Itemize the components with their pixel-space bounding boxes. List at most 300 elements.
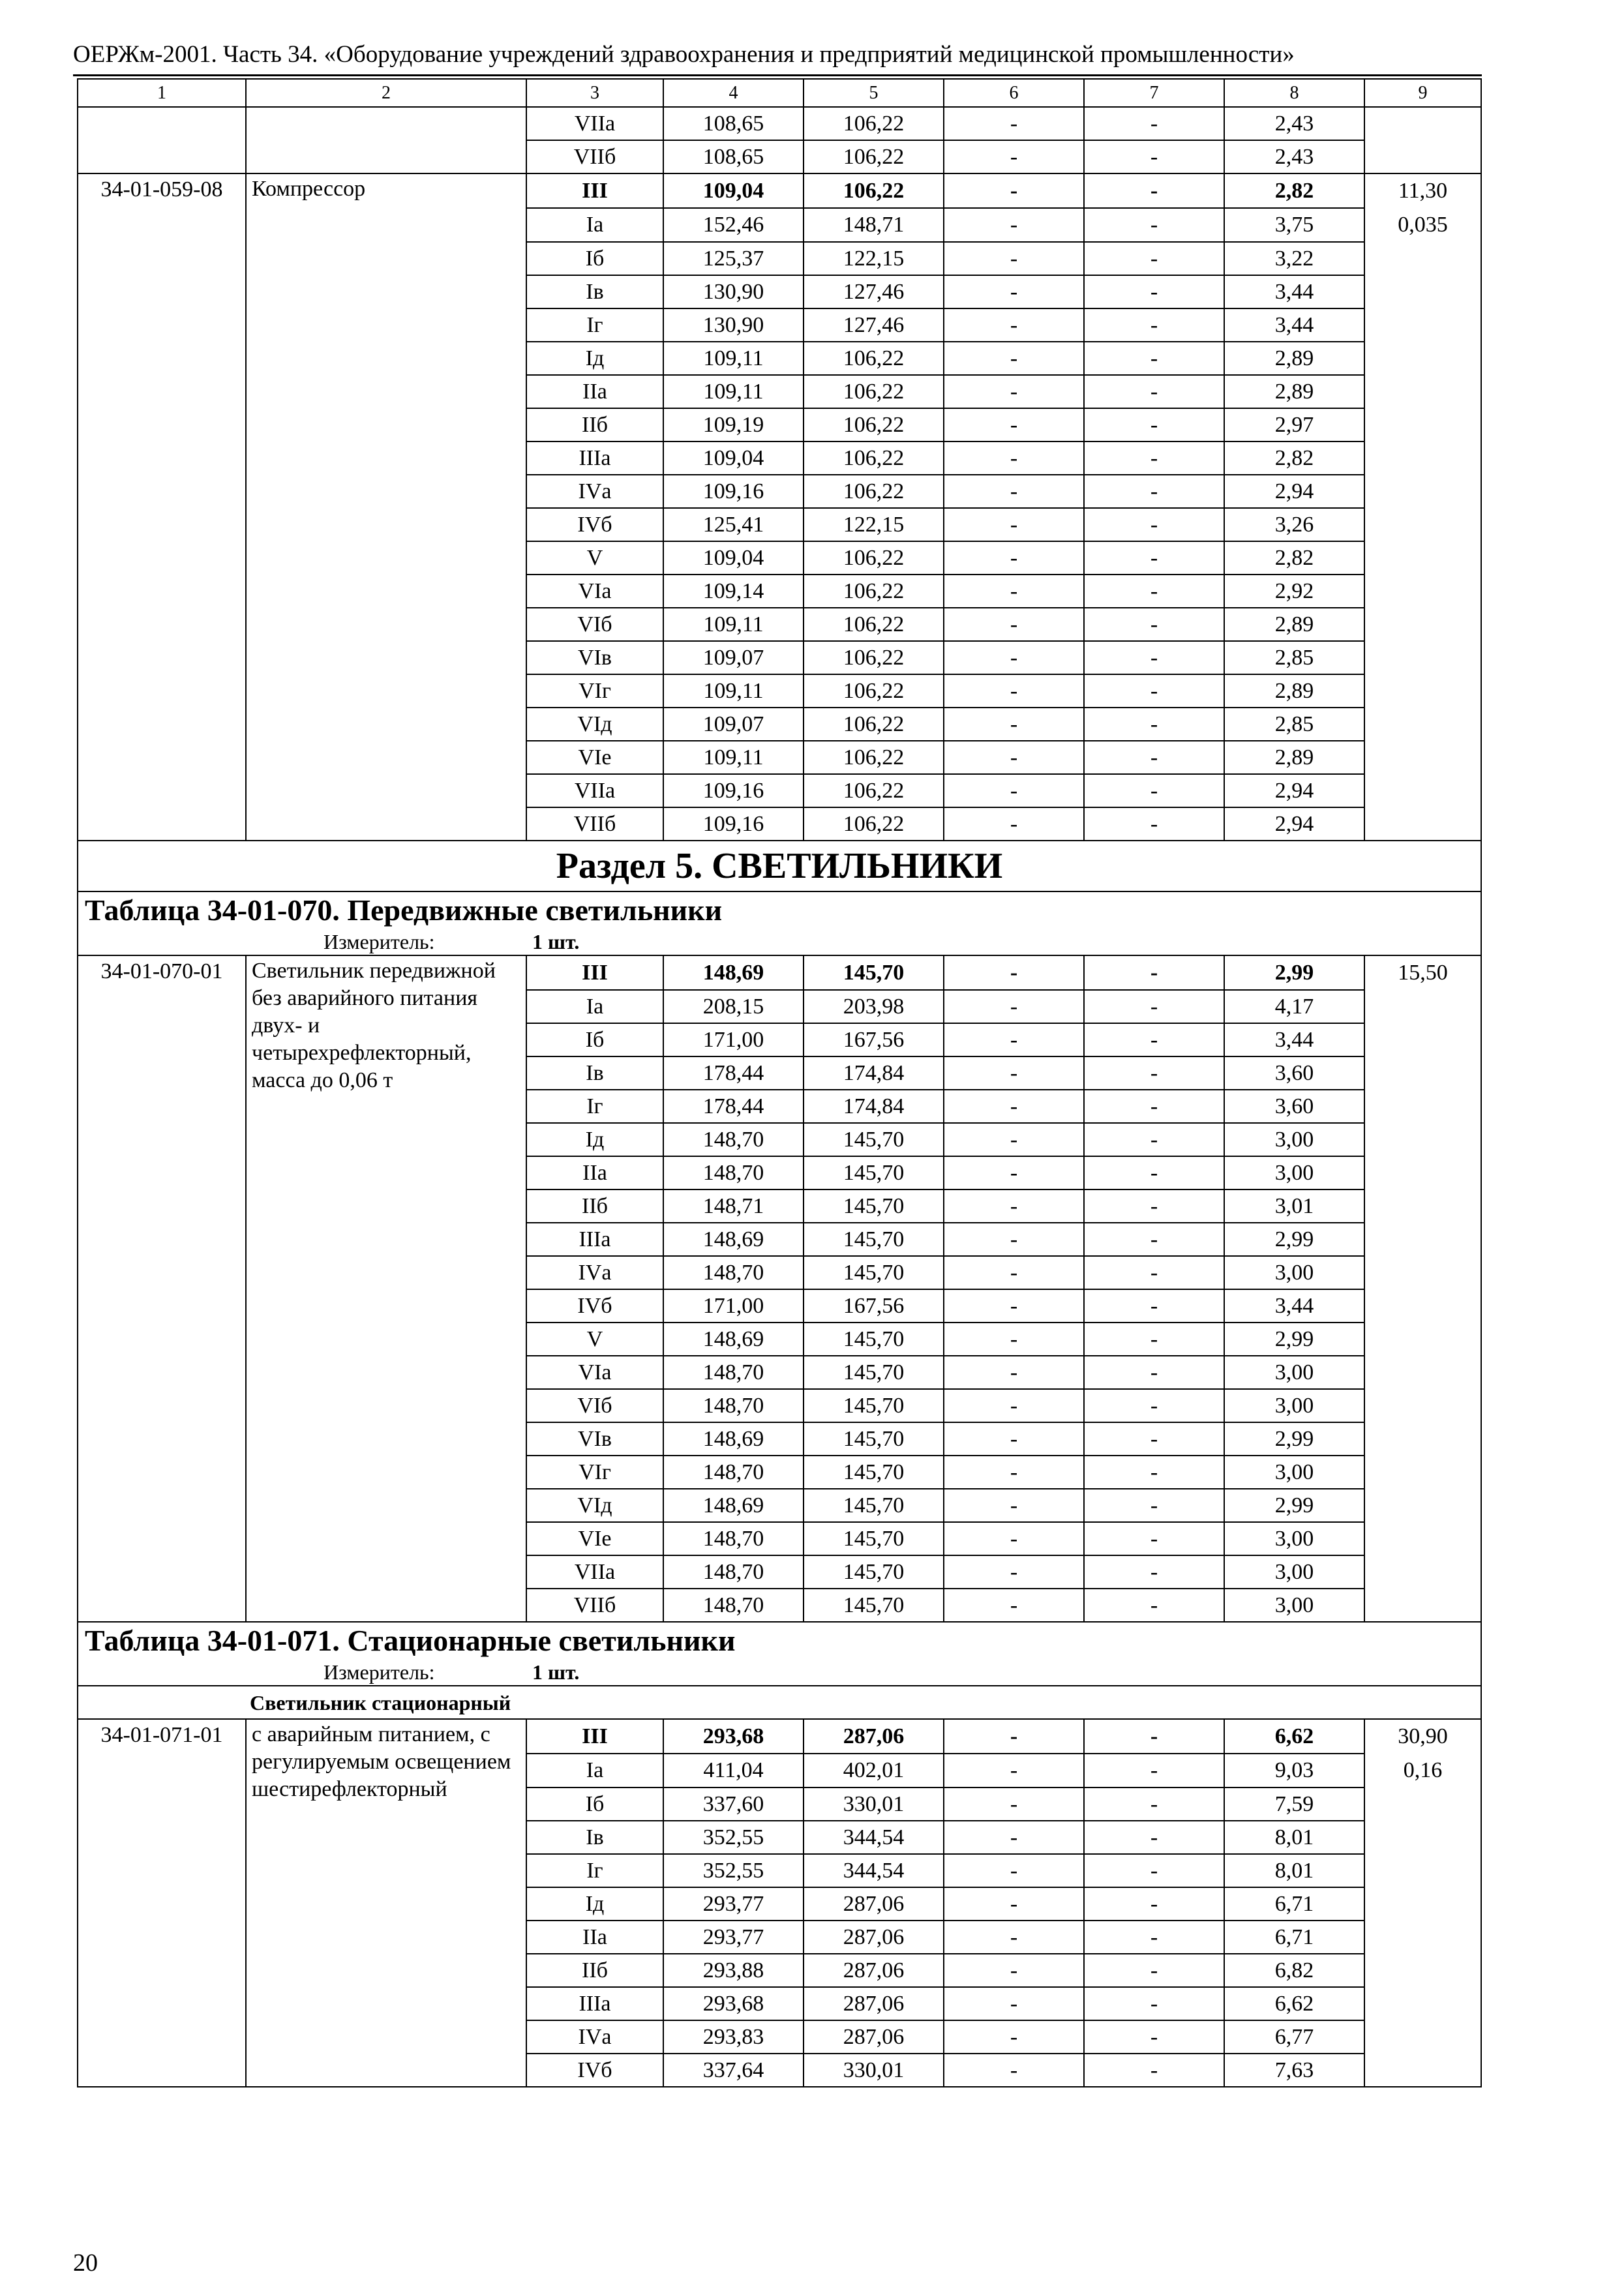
table-cell: 2,82 bbox=[1224, 541, 1364, 575]
table-cell: - bbox=[1084, 475, 1224, 508]
table-cell: IIб bbox=[526, 408, 663, 441]
table-cell: 109,04 bbox=[663, 441, 804, 475]
column-number-row bbox=[78, 79, 1481, 107]
table-cell: VIIб bbox=[526, 140, 663, 173]
table-cell: 2,89 bbox=[1224, 741, 1364, 774]
column-9-cell bbox=[1364, 1854, 1481, 1887]
table-cell: - bbox=[944, 541, 1084, 575]
table-cell: 2,89 bbox=[1224, 608, 1364, 641]
table-cell: - bbox=[944, 408, 1084, 441]
section-row bbox=[78, 841, 1481, 891]
table-cell: 174,84 bbox=[804, 1090, 944, 1123]
table-cell: 109,07 bbox=[663, 708, 804, 741]
table-cell: - bbox=[1084, 1356, 1224, 1389]
table-cell: 106,22 bbox=[804, 408, 944, 441]
table-cell: - bbox=[1084, 1754, 1224, 1788]
table-cell: - bbox=[1084, 173, 1224, 208]
table-cell: 3,44 bbox=[1224, 275, 1364, 308]
table-cell: 3,01 bbox=[1224, 1189, 1364, 1223]
table-cell: - bbox=[1084, 508, 1224, 541]
table-cell: 287,06 bbox=[804, 1887, 944, 1921]
table-cell: - bbox=[1084, 1256, 1224, 1289]
table-cell: VIб bbox=[526, 1389, 663, 1422]
table-cell: - bbox=[1084, 1456, 1224, 1489]
column-9-cell bbox=[1364, 807, 1481, 841]
table-cell: - bbox=[1084, 441, 1224, 475]
table-cell: 109,16 bbox=[663, 774, 804, 807]
table-cell: 108,65 bbox=[663, 140, 804, 173]
table-cell: 109,11 bbox=[663, 375, 804, 408]
measure-label: Измеритель: bbox=[323, 930, 435, 953]
column-9-cell bbox=[1364, 1921, 1481, 1954]
table-cell: - bbox=[944, 242, 1084, 275]
table-cell: - bbox=[1084, 1854, 1224, 1887]
table-cell: - bbox=[1084, 641, 1224, 674]
table-title-row bbox=[78, 1622, 1481, 1659]
table-cell: 2,99 bbox=[1224, 1489, 1364, 1522]
table-cell: - bbox=[1084, 1719, 1224, 1754]
table-title: Таблица 34-01-071. Стационарные светильники bbox=[78, 1622, 1481, 1659]
column-9-cell bbox=[1364, 1323, 1481, 1356]
section-title: Раздел 5. СВЕТИЛЬНИКИ bbox=[78, 841, 1481, 891]
table-cell: 3,22 bbox=[1224, 242, 1364, 275]
table-cell: IVа bbox=[526, 2020, 663, 2054]
table-cell: - bbox=[1084, 990, 1224, 1023]
column-9-cell bbox=[1364, 1589, 1481, 1622]
column-9-cell bbox=[1364, 475, 1481, 508]
table-cell: - bbox=[1084, 208, 1224, 242]
table-cell: - bbox=[944, 1921, 1084, 1954]
column-9-cell bbox=[1364, 1023, 1481, 1056]
table-cell: 106,22 bbox=[804, 140, 944, 173]
table-cell: - bbox=[944, 1090, 1084, 1123]
column-9-cell bbox=[1364, 1223, 1481, 1256]
table-cell: - bbox=[944, 475, 1084, 508]
table-cell: 109,04 bbox=[663, 541, 804, 575]
table-cell: IIа bbox=[526, 1921, 663, 1954]
column-number: 9 bbox=[1364, 79, 1481, 107]
column-number: 3 bbox=[526, 79, 663, 107]
table-cell: 145,70 bbox=[804, 1256, 944, 1289]
table-row bbox=[78, 107, 1481, 140]
column-9-cell bbox=[1364, 1456, 1481, 1489]
table-cell: - bbox=[944, 641, 1084, 674]
rate-name: с аварийным питанием, с регулируемым освещением шестирефлекторный bbox=[246, 1719, 526, 2087]
table-cell: 3,00 bbox=[1224, 1555, 1364, 1589]
column-9-cell bbox=[1364, 1422, 1481, 1456]
table-cell: Iд bbox=[526, 1887, 663, 1921]
column-9-cell bbox=[1364, 708, 1481, 741]
table-cell: 106,22 bbox=[804, 674, 944, 708]
table-row bbox=[78, 955, 1481, 990]
table-cell: 293,77 bbox=[663, 1887, 804, 1921]
table-cell: 148,69 bbox=[663, 1323, 804, 1356]
table-cell: 145,70 bbox=[804, 1555, 944, 1589]
table-cell: - bbox=[1084, 275, 1224, 308]
table-cell: 4,17 bbox=[1224, 990, 1364, 1023]
table-cell: 145,70 bbox=[804, 1356, 944, 1389]
column-9-cell bbox=[1364, 408, 1481, 441]
table-cell: 145,70 bbox=[804, 1522, 944, 1555]
table-cell: Iг bbox=[526, 1090, 663, 1123]
measure-value: 1 шт. bbox=[532, 1660, 580, 1684]
table-cell: 6,77 bbox=[1224, 2020, 1364, 2054]
page-number: 20 bbox=[73, 2249, 98, 2277]
table-cell: 7,63 bbox=[1224, 2054, 1364, 2087]
rate-code: 34-01-059-08 bbox=[78, 173, 246, 841]
column-number: 4 bbox=[663, 79, 804, 107]
table-cell: Iб bbox=[526, 1788, 663, 1821]
table-cell: - bbox=[1084, 774, 1224, 807]
column-9-cell bbox=[1364, 308, 1481, 342]
header-rule bbox=[73, 74, 1482, 76]
table-cell: - bbox=[944, 2054, 1084, 2087]
table-cell: 3,26 bbox=[1224, 508, 1364, 541]
measure-line bbox=[78, 929, 1481, 955]
table-cell: 7,59 bbox=[1224, 1788, 1364, 1821]
table-cell: 3,00 bbox=[1224, 1456, 1364, 1489]
table-cell: 109,16 bbox=[663, 807, 804, 841]
table-cell: 2,43 bbox=[1224, 107, 1364, 140]
table-cell: - bbox=[944, 1389, 1084, 1422]
table-cell: 167,56 bbox=[804, 1289, 944, 1323]
table-cell: - bbox=[944, 1489, 1084, 1522]
table-cell: IVб bbox=[526, 2054, 663, 2087]
table-cell: - bbox=[944, 308, 1084, 342]
table-cell: - bbox=[1084, 375, 1224, 408]
table-cell: 8,01 bbox=[1224, 1821, 1364, 1854]
table-cell: - bbox=[1084, 1056, 1224, 1090]
table-cell: 344,54 bbox=[804, 1854, 944, 1887]
table-cell: 411,04 bbox=[663, 1754, 804, 1788]
column-9-cell bbox=[1364, 275, 1481, 308]
column-9-cell bbox=[1364, 1555, 1481, 1589]
table-cell: - bbox=[944, 1056, 1084, 1090]
table-cell: - bbox=[944, 208, 1084, 242]
table-cell: - bbox=[944, 608, 1084, 641]
table-cell: - bbox=[944, 1589, 1084, 1622]
column-9-cell bbox=[1364, 1788, 1481, 1821]
table-cell: - bbox=[1084, 1821, 1224, 1854]
column-9-cell bbox=[1364, 1522, 1481, 1555]
table-cell: - bbox=[1084, 1987, 1224, 2020]
column-9-cell bbox=[1364, 1821, 1481, 1854]
column-9-cell bbox=[1364, 674, 1481, 708]
column-9-cell bbox=[1364, 107, 1481, 140]
table-cell: - bbox=[1084, 308, 1224, 342]
table-cell: - bbox=[944, 1123, 1084, 1156]
table-cell: 106,22 bbox=[804, 708, 944, 741]
table-cell: - bbox=[1084, 1156, 1224, 1189]
table-cell: 106,22 bbox=[804, 575, 944, 608]
table-cell: 109,11 bbox=[663, 674, 804, 708]
table-cell: 2,99 bbox=[1224, 1422, 1364, 1456]
table-cell: Iг bbox=[526, 1854, 663, 1887]
column-9-cell: 0,16 bbox=[1364, 1754, 1481, 1788]
measure-row bbox=[78, 929, 1481, 955]
rates-table bbox=[77, 78, 1482, 2087]
table-cell: - bbox=[1084, 1555, 1224, 1589]
table-cell: IIIа bbox=[526, 1223, 663, 1256]
table-cell: - bbox=[944, 1256, 1084, 1289]
column-9-cell bbox=[1364, 1090, 1481, 1123]
table-cell: 109,14 bbox=[663, 575, 804, 608]
table-cell: 145,70 bbox=[804, 1223, 944, 1256]
table-cell: 108,65 bbox=[663, 107, 804, 140]
table-cell: - bbox=[944, 1456, 1084, 1489]
table-cell: 106,22 bbox=[804, 641, 944, 674]
table-cell: 106,22 bbox=[804, 807, 944, 841]
table-cell: VIе bbox=[526, 741, 663, 774]
table-cell: 2,99 bbox=[1224, 1323, 1364, 1356]
table-cell: 148,69 bbox=[663, 1489, 804, 1522]
table-cell: - bbox=[1084, 741, 1224, 774]
table-cell: 9,03 bbox=[1224, 1754, 1364, 1788]
table-cell: 2,92 bbox=[1224, 575, 1364, 608]
table-cell: V bbox=[526, 541, 663, 575]
column-9-cell bbox=[1364, 575, 1481, 608]
table-cell: VIб bbox=[526, 608, 663, 641]
table-cell: 352,55 bbox=[663, 1854, 804, 1887]
table-cell: 6,71 bbox=[1224, 1887, 1364, 1921]
table-cell: 106,22 bbox=[804, 608, 944, 641]
column-9-cell bbox=[1364, 508, 1481, 541]
table-cell: - bbox=[944, 1356, 1084, 1389]
table-cell: 2,99 bbox=[1224, 1223, 1364, 1256]
table-cell: 152,46 bbox=[663, 208, 804, 242]
column-9-cell bbox=[1364, 1389, 1481, 1422]
measure-row bbox=[78, 1659, 1481, 1686]
subtitle-row bbox=[78, 1686, 1481, 1719]
table-cell: VIIа bbox=[526, 1555, 663, 1589]
table-cell: 287,06 bbox=[804, 1921, 944, 1954]
table-cell: 293,77 bbox=[663, 1921, 804, 1954]
table-cell: 178,44 bbox=[663, 1056, 804, 1090]
group-subtitle: Светильник стационарный bbox=[246, 1686, 1481, 1719]
column-9-cell bbox=[1364, 541, 1481, 575]
table-cell: 2,94 bbox=[1224, 475, 1364, 508]
table-cell: 148,70 bbox=[663, 1522, 804, 1555]
column-number: 6 bbox=[944, 79, 1084, 107]
table-cell: - bbox=[1084, 1589, 1224, 1622]
measure-line bbox=[78, 1659, 1481, 1686]
table-cell: - bbox=[1084, 1323, 1224, 1356]
table-cell: 2,89 bbox=[1224, 375, 1364, 408]
table-cell: - bbox=[1084, 1123, 1224, 1156]
table-cell: 330,01 bbox=[804, 1788, 944, 1821]
table-cell: 125,41 bbox=[663, 508, 804, 541]
table-cell: 293,83 bbox=[663, 2020, 804, 2054]
table-cell: 2,94 bbox=[1224, 774, 1364, 807]
column-9-cell bbox=[1364, 608, 1481, 641]
table-cell: 106,22 bbox=[804, 774, 944, 807]
table-cell: 3,44 bbox=[1224, 308, 1364, 342]
column-9-cell bbox=[1364, 1887, 1481, 1921]
table-cell: IIб bbox=[526, 1189, 663, 1223]
table-cell: Iа bbox=[526, 208, 663, 242]
table-cell: 122,15 bbox=[804, 508, 944, 541]
table-cell: 106,22 bbox=[804, 173, 944, 208]
table-cell: 145,70 bbox=[804, 1489, 944, 1522]
column-9-cell bbox=[1364, 441, 1481, 475]
table-cell: 352,55 bbox=[663, 1821, 804, 1854]
table-cell: 6,62 bbox=[1224, 1719, 1364, 1754]
table-cell: 145,70 bbox=[804, 1456, 944, 1489]
table-cell: - bbox=[1084, 1921, 1224, 1954]
table-cell: 148,69 bbox=[663, 1422, 804, 1456]
table-cell: 6,71 bbox=[1224, 1921, 1364, 1954]
table-cell: - bbox=[944, 1289, 1084, 1323]
table-cell: 287,06 bbox=[804, 2020, 944, 2054]
table-cell: IIа bbox=[526, 375, 663, 408]
table-cell: - bbox=[1084, 1954, 1224, 1987]
table-cell: VIв bbox=[526, 641, 663, 674]
rate-code: 34-01-071-01 bbox=[78, 1719, 246, 2087]
table-cell: - bbox=[944, 1987, 1084, 2020]
table-cell: 293,68 bbox=[663, 1987, 804, 2020]
table-cell: - bbox=[1084, 107, 1224, 140]
table-cell: - bbox=[1084, 1223, 1224, 1256]
column-9-cell bbox=[1364, 375, 1481, 408]
table-cell: 109,11 bbox=[663, 608, 804, 641]
table-cell: VIа bbox=[526, 1356, 663, 1389]
table-cell: 287,06 bbox=[804, 1719, 944, 1754]
table-cell: - bbox=[1084, 1422, 1224, 1456]
table-cell: V bbox=[526, 1323, 663, 1356]
table-row bbox=[78, 1719, 1481, 1754]
table-cell: 148,70 bbox=[663, 1356, 804, 1389]
table-cell: 106,22 bbox=[804, 741, 944, 774]
column-9-cell bbox=[1364, 1189, 1481, 1223]
table-cell: 287,06 bbox=[804, 1987, 944, 2020]
column-9-cell bbox=[1364, 242, 1481, 275]
table-cell: IVа bbox=[526, 1256, 663, 1289]
table-cell: - bbox=[1084, 242, 1224, 275]
table-cell: - bbox=[944, 1719, 1084, 1754]
table-cell: 3,44 bbox=[1224, 1289, 1364, 1323]
table-cell: - bbox=[944, 1323, 1084, 1356]
blank-cell bbox=[78, 1686, 246, 1719]
column-9-cell bbox=[1364, 2020, 1481, 2054]
table-cell: 2,99 bbox=[1224, 955, 1364, 990]
table-cell: IIа bbox=[526, 1156, 663, 1189]
table-cell: - bbox=[944, 1887, 1084, 1921]
table-cell: 2,89 bbox=[1224, 342, 1364, 375]
table-cell: VIIа bbox=[526, 774, 663, 807]
table-cell: 148,71 bbox=[663, 1189, 804, 1223]
table-cell: 106,22 bbox=[804, 441, 944, 475]
table-cell: 3,44 bbox=[1224, 1023, 1364, 1056]
column-9-cell: 11,30 bbox=[1364, 173, 1481, 208]
table-cell: 109,11 bbox=[663, 342, 804, 375]
column-9-cell bbox=[1364, 1156, 1481, 1189]
table-cell: 145,70 bbox=[804, 1156, 944, 1189]
table-cell: - bbox=[1084, 708, 1224, 741]
table-cell: 145,70 bbox=[804, 1189, 944, 1223]
table-cell: III bbox=[526, 173, 663, 208]
table-cell: VIе bbox=[526, 1522, 663, 1555]
table-cell: 148,70 bbox=[663, 1555, 804, 1589]
table-cell: - bbox=[1084, 541, 1224, 575]
table-cell: - bbox=[1084, 2054, 1224, 2087]
column-9-cell bbox=[1364, 774, 1481, 807]
table-cell: VIд bbox=[526, 708, 663, 741]
table-cell: VIд bbox=[526, 1489, 663, 1522]
table-cell: - bbox=[944, 1422, 1084, 1456]
table-cell: 109,07 bbox=[663, 641, 804, 674]
table-cell: - bbox=[944, 708, 1084, 741]
table-cell: - bbox=[944, 674, 1084, 708]
table-cell: - bbox=[1084, 575, 1224, 608]
table-cell: 122,15 bbox=[804, 242, 944, 275]
table-cell: - bbox=[1084, 1189, 1224, 1223]
table-title-row bbox=[78, 891, 1481, 929]
table-cell: 145,70 bbox=[804, 1123, 944, 1156]
table-cell: 171,00 bbox=[663, 1289, 804, 1323]
table-cell: - bbox=[1084, 608, 1224, 641]
table-cell: 145,70 bbox=[804, 955, 944, 990]
table-cell: - bbox=[1084, 1289, 1224, 1323]
table-cell: 287,06 bbox=[804, 1954, 944, 1987]
column-number: 2 bbox=[246, 79, 526, 107]
column-9-cell: 0,035 bbox=[1364, 208, 1481, 242]
table-cell: 3,00 bbox=[1224, 1522, 1364, 1555]
table-cell: - bbox=[1084, 1389, 1224, 1422]
table-cell: 2,89 bbox=[1224, 674, 1364, 708]
table-cell: - bbox=[1084, 807, 1224, 841]
running-header: ОЕРЖм-2001. Часть 34. «Оборудование учреждений здравоохранения и предприятий медицинской промышленности» bbox=[73, 41, 1295, 68]
measure-label: Измеритель: bbox=[323, 1660, 435, 1684]
table-cell: - bbox=[1084, 955, 1224, 990]
table-cell: - bbox=[944, 774, 1084, 807]
table-cell: IVб bbox=[526, 508, 663, 541]
table-cell: Iд bbox=[526, 342, 663, 375]
table-cell: 167,56 bbox=[804, 1023, 944, 1056]
column-9-cell bbox=[1364, 140, 1481, 173]
table-cell: - bbox=[1084, 342, 1224, 375]
table-cell: VIв bbox=[526, 1422, 663, 1456]
table-cell: Iб bbox=[526, 242, 663, 275]
column-number: 1 bbox=[78, 79, 246, 107]
table-cell: - bbox=[944, 955, 1084, 990]
table-cell: - bbox=[944, 275, 1084, 308]
table-cell: 145,70 bbox=[804, 1422, 944, 1456]
table-cell: 3,60 bbox=[1224, 1090, 1364, 1123]
table-cell: 3,00 bbox=[1224, 1256, 1364, 1289]
table-cell: - bbox=[1084, 1887, 1224, 1921]
table-cell: - bbox=[1084, 140, 1224, 173]
table-cell: 337,60 bbox=[663, 1788, 804, 1821]
column-9-cell bbox=[1364, 1256, 1481, 1289]
table-cell: - bbox=[1084, 1489, 1224, 1522]
table-cell: - bbox=[944, 1788, 1084, 1821]
table-cell: - bbox=[944, 1754, 1084, 1788]
column-9-cell bbox=[1364, 2054, 1481, 2087]
table-cell: 174,84 bbox=[804, 1056, 944, 1090]
table-cell: 109,19 bbox=[663, 408, 804, 441]
table-cell: - bbox=[1084, 1522, 1224, 1555]
table-cell: 148,70 bbox=[663, 1123, 804, 1156]
column-9-cell bbox=[1364, 1056, 1481, 1090]
table-cell: VIг bbox=[526, 1456, 663, 1489]
table-cell: - bbox=[944, 2020, 1084, 2054]
table-cell: 130,90 bbox=[663, 275, 804, 308]
table-cell: III bbox=[526, 1719, 663, 1754]
table-cell: 293,88 bbox=[663, 1954, 804, 1987]
table-cell: 2,94 bbox=[1224, 807, 1364, 841]
table-cell: - bbox=[944, 1023, 1084, 1056]
table-cell: Iг bbox=[526, 308, 663, 342]
